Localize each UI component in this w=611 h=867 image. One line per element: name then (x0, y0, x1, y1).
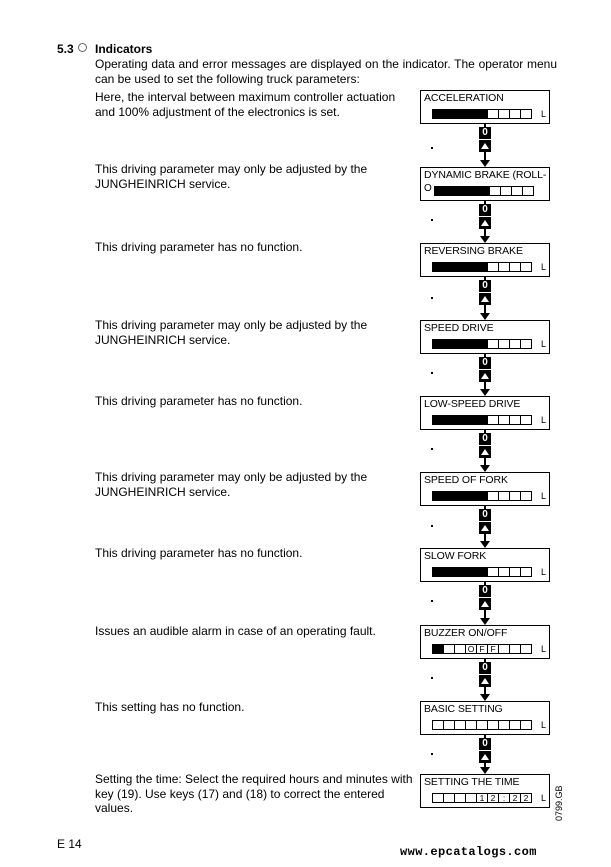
zero-key-icon: 0 (479, 357, 491, 369)
menu-navigation-connector (479, 735, 491, 774)
connector-line (484, 610, 486, 618)
display-bar (432, 793, 531, 803)
zero-key-icon: 0 (479, 662, 491, 674)
bullet-dot (431, 448, 433, 450)
connector-line (484, 687, 486, 694)
connector-line (484, 305, 486, 313)
parameter-description: This driving parameter may only be adjusted by the JUNGHEINRICH service. (95, 470, 368, 499)
display-bar (432, 491, 531, 501)
display-bar (432, 415, 531, 425)
display-bar (432, 720, 531, 730)
parameter-description: This driving parameter has no function. (95, 546, 303, 560)
connector-line (484, 458, 486, 465)
down-arrow-icon (480, 160, 490, 167)
display-end-label: L (540, 793, 546, 803)
display-title: ACCELERATION (424, 92, 504, 104)
down-arrow-icon (480, 694, 490, 701)
display-title: LOW-SPEED DRIVE (424, 398, 521, 410)
display-segment (520, 339, 532, 349)
bullet-dot (431, 297, 433, 299)
zero-key-icon: 0 (479, 127, 491, 139)
down-arrow-icon (480, 313, 490, 320)
down-arrow-icon (480, 767, 490, 774)
display-segment: 2 (509, 793, 521, 803)
indicator-display (420, 396, 550, 430)
bullet-dot (431, 600, 433, 602)
display-segment (520, 567, 532, 577)
menu-navigation-connector (479, 506, 491, 548)
section-title: Indicators (95, 42, 153, 56)
display-end-label: L (540, 567, 546, 577)
bullet-dot (431, 372, 433, 374)
display-title: BUZZER ON/OFF (424, 627, 508, 639)
display-bar (432, 567, 531, 577)
menu-navigation-connector (479, 582, 491, 625)
menu-navigation-connector (479, 354, 491, 396)
down-arrow-icon (480, 465, 490, 472)
up-arrow-key-icon (479, 522, 491, 534)
display-segment: 2 (520, 793, 532, 803)
connector-line (484, 534, 486, 541)
connector-line (484, 229, 486, 236)
indicator-display (420, 548, 550, 582)
display-segment (520, 415, 532, 425)
display-segment: 2 (487, 793, 499, 803)
document-code: 0799.GB (554, 785, 564, 821)
indicator-display (420, 320, 550, 354)
parameter-description: This driving parameter has no function. (95, 240, 303, 254)
display-title: REVERSING BRAKE (424, 245, 523, 257)
down-arrow-icon (480, 389, 490, 396)
menu-navigation-connector (479, 430, 491, 472)
section-circle-icon (78, 43, 87, 52)
down-arrow-icon (480, 618, 490, 625)
menu-navigation-connector (479, 277, 491, 320)
up-arrow-key-icon (479, 598, 491, 610)
display-segment: 1 (476, 793, 488, 803)
display-end-label: L (540, 339, 546, 349)
display-segment (520, 109, 532, 119)
display-end-label: L (540, 644, 546, 654)
zero-key-icon: 0 (479, 585, 491, 597)
parameter-description: Here, the interval between maximum controller actuation and 100% adjustment of the electronics is set. (95, 90, 396, 119)
display-end-label: L (540, 415, 546, 425)
up-arrow-key-icon (479, 217, 491, 229)
menu-navigation-connector (479, 124, 491, 167)
display-title: SLOW FORK (424, 550, 487, 562)
indicator-display (420, 167, 550, 201)
indicator-display (420, 625, 550, 659)
display-bar (432, 339, 531, 349)
display-segment: : (498, 793, 510, 803)
display-title: SPEED DRIVE (424, 322, 494, 334)
parameter-description: Setting the time: Select the required hours and minutes with key (19). Use keys (17) and (18) to correct the entered values. (95, 772, 413, 815)
down-arrow-icon (480, 541, 490, 548)
parameter-description: This driving parameter may only be adjusted by the JUNGHEINRICH service. (95, 162, 368, 191)
display-title: SETTING THE TIME (424, 776, 520, 788)
indicator-display (420, 90, 550, 124)
display-segment (520, 720, 532, 730)
section-number: 5.3 (57, 42, 74, 56)
zero-key-icon: 0 (479, 204, 491, 216)
up-arrow-key-icon (479, 446, 491, 458)
website-watermark: www.epcatalogs.com (400, 845, 537, 859)
display-bar (432, 109, 531, 119)
up-arrow-key-icon (479, 370, 491, 382)
display-title: DYNAMIC BRAKE (ROLL- (424, 169, 547, 181)
bullet-dot (431, 219, 433, 221)
display-segment: O (465, 644, 477, 654)
display-title: BASIC SETTING (424, 703, 503, 715)
display-end-label: L (540, 720, 546, 730)
indicator-display (420, 243, 550, 277)
display-segment: F (476, 644, 488, 654)
display-segment (522, 186, 534, 196)
parameter-description: This driving parameter may only be adjusted by the JUNGHEINRICH service. (95, 318, 368, 347)
bullet-dot (431, 677, 433, 679)
display-title-line2: O (424, 183, 432, 194)
display-segment (520, 644, 532, 654)
zero-key-icon: 0 (479, 738, 491, 750)
display-title: SPEED OF FORK (424, 474, 508, 486)
down-arrow-icon (480, 236, 490, 243)
parameter-description: Issues an audible alarm in case of an operating fault. (95, 624, 376, 638)
menu-navigation-connector (479, 201, 491, 243)
display-bar (432, 644, 531, 654)
display-bar (434, 186, 533, 196)
display-end-label: L (540, 109, 546, 119)
display-bar (432, 262, 531, 272)
up-arrow-key-icon (479, 751, 491, 763)
connector-line (484, 382, 486, 389)
page-number: E 14 (57, 837, 82, 851)
display-segment (520, 491, 532, 501)
menu-navigation-connector (479, 659, 491, 701)
up-arrow-key-icon (479, 293, 491, 305)
parameter-description: This setting has no function. (95, 700, 245, 714)
indicator-display (420, 701, 550, 735)
up-arrow-key-icon (479, 675, 491, 687)
indicator-display (420, 774, 550, 808)
bullet-dot (431, 753, 433, 755)
section-intro: Operating data and error messages are displayed on the indicator. The operator menu can be used to set the following truck parameters: (95, 57, 557, 86)
zero-key-icon: 0 (479, 280, 491, 292)
display-segment (520, 262, 532, 272)
bullet-dot (431, 525, 433, 527)
bullet-dot (431, 147, 433, 149)
indicator-display (420, 472, 550, 506)
connector-line (484, 152, 486, 160)
zero-key-icon: 0 (479, 509, 491, 521)
zero-key-icon: 0 (479, 433, 491, 445)
parameter-description: This driving parameter has no function. (95, 394, 303, 408)
display-end-label: L (540, 491, 546, 501)
display-end-label: L (540, 262, 546, 272)
display-segment: F (487, 644, 499, 654)
up-arrow-key-icon (479, 140, 491, 152)
